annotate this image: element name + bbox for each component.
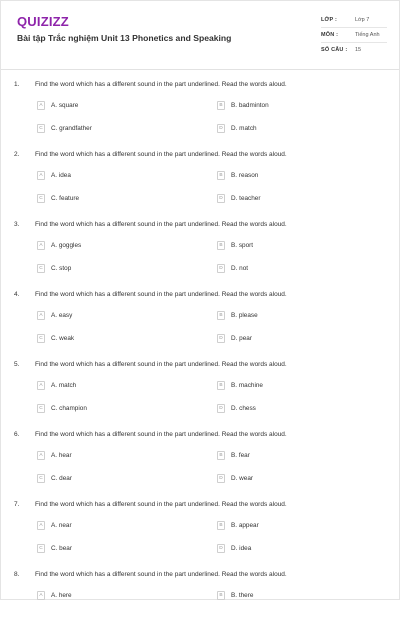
option-text: D. pear: [231, 334, 252, 342]
option-text: C. weak: [51, 334, 75, 342]
option-text: C. champion: [51, 404, 87, 412]
option-letter-box: B: [217, 521, 225, 530]
option-text: B. appear: [231, 521, 259, 529]
option-letter-box: B: [217, 381, 225, 390]
option-text: D. match: [231, 124, 257, 132]
option-letter-box: A: [37, 451, 45, 460]
option-letter-box: A: [37, 101, 45, 110]
answer-option-b[interactable]: [217, 169, 258, 181]
meta-value: 15: [355, 47, 362, 53]
question-number: 7.: [14, 501, 20, 508]
question-item: [1, 427, 400, 497]
option-text: D. chess: [231, 404, 256, 412]
option-text: A. match: [51, 381, 77, 389]
answer-option-b[interactable]: [217, 379, 263, 391]
option-text: B. machine: [231, 381, 263, 389]
answer-option-d[interactable]: [217, 122, 257, 134]
answer-option-b[interactable]: [217, 519, 259, 531]
option-text: D. wear: [231, 474, 254, 482]
question-item: [1, 287, 400, 357]
option-text: C. feature: [51, 194, 80, 202]
option-text: A. easy: [51, 311, 73, 319]
answer-option-d[interactable]: [217, 472, 253, 484]
question-number: 1.: [14, 81, 20, 88]
option-letter-box: C: [37, 544, 45, 553]
option-text: D. not: [231, 264, 249, 272]
answer-option-c[interactable]: [37, 542, 72, 554]
option-text: C. dear: [51, 474, 72, 482]
answer-option-a[interactable]: [37, 309, 72, 321]
option-letter-box: A: [37, 591, 45, 600]
answer-option-c[interactable]: [37, 122, 92, 134]
question-text: Find the word which has a different sound in the part underlined. Read the words aloud.: [35, 361, 287, 368]
option-letter-box: A: [37, 241, 45, 250]
question-item: [1, 217, 400, 287]
answer-option-d[interactable]: [217, 402, 256, 414]
option-text: C. stop: [51, 264, 72, 272]
meta-row-class: [321, 13, 387, 28]
question-item: [1, 567, 400, 637]
question-number: 4.: [14, 291, 20, 298]
question-item: [1, 77, 400, 147]
answer-option-d[interactable]: [217, 192, 260, 204]
answer-option-a[interactable]: [37, 239, 81, 251]
option-letter-box: C: [37, 474, 45, 483]
option-letter-box: D: [217, 124, 225, 133]
meta-value: Tiếng Anh: [355, 32, 380, 38]
question-number: 6.: [14, 431, 20, 438]
option-letter-box: D: [217, 544, 225, 553]
option-letter-box: A: [37, 311, 45, 320]
option-text: A. near: [51, 521, 72, 529]
option-letter-box: B: [217, 241, 225, 250]
option-text: C. bear: [51, 544, 72, 552]
option-text: A. goggles: [51, 241, 82, 249]
option-letter-box: D: [217, 404, 225, 413]
meta-label: SỐ CÂU :: [321, 47, 348, 53]
worksheet-meta: [321, 13, 387, 57]
answer-option-a[interactable]: [37, 379, 76, 391]
option-text: B. sport: [231, 241, 254, 249]
answer-option-b[interactable]: [217, 309, 258, 321]
option-text: B. badminton: [231, 101, 269, 109]
answer-option-d[interactable]: [217, 542, 251, 554]
option-letter-box: A: [37, 381, 45, 390]
meta-label: LỚP :: [321, 17, 337, 23]
question-number: 2.: [14, 151, 20, 158]
question-text: Find the word which has a different sound in the part underlined. Read the words aloud.: [35, 221, 287, 228]
option-text: A. idea: [51, 171, 71, 179]
option-letter-box: C: [37, 124, 45, 133]
answer-option-a[interactable]: [37, 169, 71, 181]
option-text: D. teacher: [231, 194, 261, 202]
option-letter-box: A: [37, 171, 45, 180]
option-text: A. square: [51, 101, 79, 109]
quizizz-logo: QUIZIZZ: [17, 14, 69, 29]
answer-option-d[interactable]: [217, 332, 252, 344]
option-letter-box: B: [217, 171, 225, 180]
question-text: Find the word which has a different sound in the part underlined. Read the words aloud.: [35, 81, 287, 88]
option-letter-box: D: [217, 264, 225, 273]
answer-option-b[interactable]: [217, 99, 269, 111]
option-letter-box: B: [217, 591, 225, 600]
question-text: Find the word which has a different sound in the part underlined. Read the words aloud.: [35, 501, 287, 508]
answer-option-c[interactable]: [37, 402, 87, 414]
meta-value: Lớp 7: [355, 17, 370, 23]
option-letter-box: C: [37, 404, 45, 413]
answer-option-c[interactable]: [37, 472, 72, 484]
answer-option-b[interactable]: [217, 239, 253, 251]
option-letter-box: D: [217, 194, 225, 203]
answer-option-a[interactable]: [37, 449, 72, 461]
answer-option-c[interactable]: [37, 332, 74, 344]
answer-option-b[interactable]: [217, 589, 253, 601]
meta-row-subject: [321, 28, 387, 43]
answer-option-a[interactable]: [37, 99, 78, 111]
option-text: D. idea: [231, 544, 252, 552]
question-list: [1, 77, 400, 637]
option-letter-box: D: [217, 334, 225, 343]
option-text: A. here: [51, 591, 72, 599]
option-letter-box: C: [37, 334, 45, 343]
page-title: Bài tập Trắc nghiệm Unit 13 Phonetics and Speaking: [17, 33, 232, 43]
answer-option-c[interactable]: [37, 262, 71, 274]
option-text: B. there: [231, 591, 254, 599]
question-item: [1, 357, 400, 427]
question-text: Find the word which has a different sound in the part underlined. Read the words aloud.: [35, 291, 287, 298]
answer-option-a[interactable]: [37, 519, 72, 531]
option-letter-box: A: [37, 521, 45, 530]
header-divider: [1, 69, 399, 70]
option-letter-box: B: [217, 451, 225, 460]
answer-option-b[interactable]: [217, 449, 250, 461]
question-item: [1, 497, 400, 567]
option-letter-box: D: [217, 474, 225, 483]
question-number: 5.: [14, 361, 20, 368]
option-text: A. hear: [51, 451, 72, 459]
answer-option-d[interactable]: [217, 262, 248, 274]
option-text: B. reason: [231, 171, 259, 179]
question-number: 8.: [14, 571, 20, 578]
question-number: 3.: [14, 221, 20, 228]
question-text: Find the word which has a different sound in the part underlined. Read the words aloud.: [35, 431, 287, 438]
option-text: B. please: [231, 311, 258, 319]
option-letter-box: C: [37, 194, 45, 203]
question-text: Find the word which has a different sound in the part underlined. Read the words aloud.: [35, 571, 287, 578]
answer-option-c[interactable]: [37, 192, 79, 204]
question-item: [1, 147, 400, 217]
option-text: B. fear: [231, 451, 250, 459]
answer-option-a[interactable]: [37, 589, 72, 601]
option-letter-box: B: [217, 101, 225, 110]
question-text: Find the word which has a different sound in the part underlined. Read the words aloud.: [35, 151, 287, 158]
option-text: C. grandfather: [51, 124, 92, 132]
option-letter-box: B: [217, 311, 225, 320]
meta-row-question-count: [321, 43, 387, 57]
option-letter-box: C: [37, 264, 45, 273]
meta-label: MÔN :: [321, 32, 339, 38]
